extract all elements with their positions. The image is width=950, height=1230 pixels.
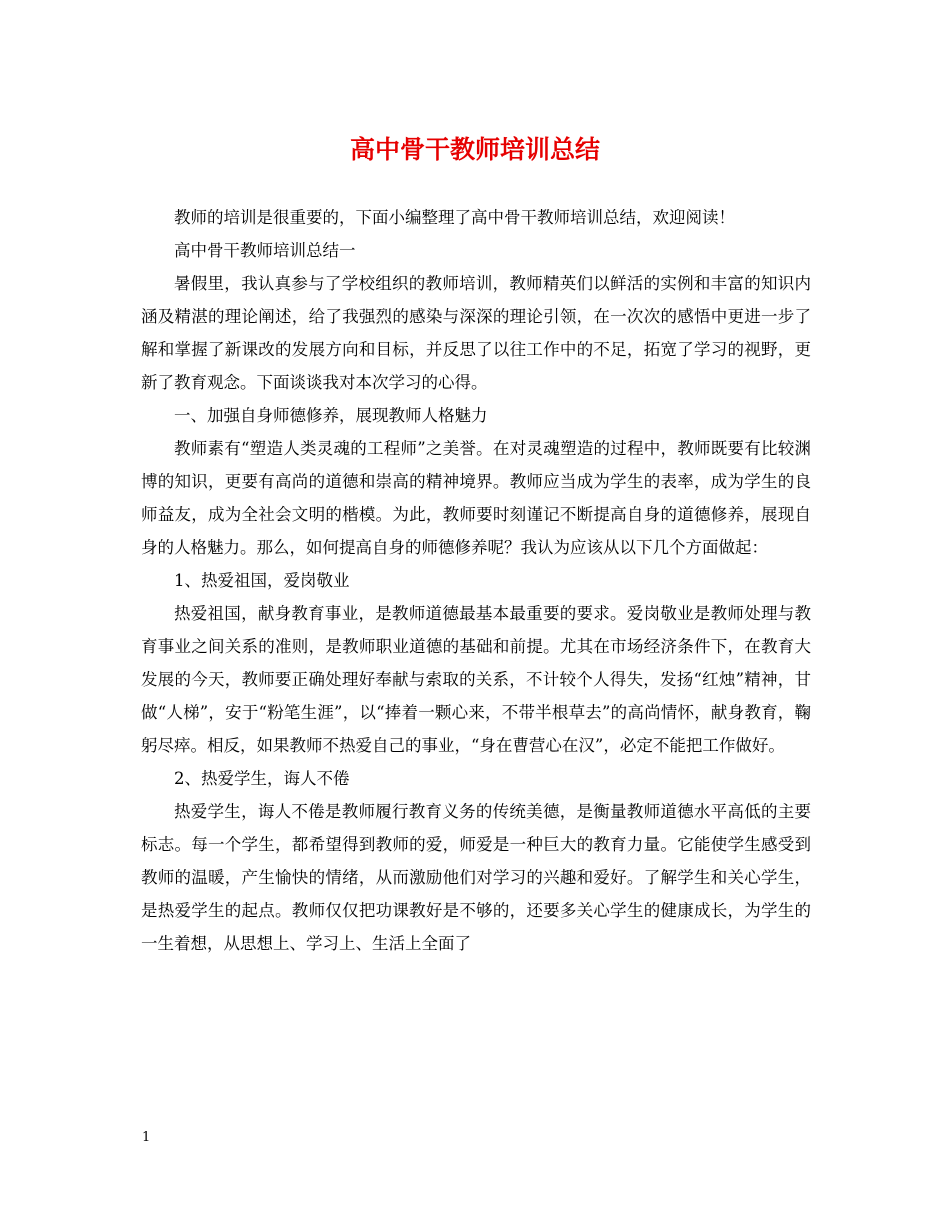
document-body	[141, 201, 811, 960]
paragraph-summer-training: 暑假里，我认真参与了学校组织的教师培训，教师精英们以鲜活的实例和丰富的知识内涵及精湛的理论阐述，给了我强烈的感染与深深的理论引领，在一次次的感悟中更进一步了解和掌握了新课改的发展方向和目标，并反思了以往工作中的不足，拓宽了学习的视野，更新了教育观念。下面谈谈我对本次学习的心得。	[141, 274, 811, 392]
paragraph-love-country: 热爱祖国，献身教育事业，是教师道德最基本最重要的要求。爱岗敬业是教师处理与教育事业之间关系的准则，是教师职业道德的基础和前提。尤其在市场经济条件下，在教育大发展的今天，教师要正确处理好奉献与索取的关系，不计较个人得失，发扬“红烛”精神，甘做“人梯”，安于“粉笔生涯”，以“捧着一颗心来，不带半根草去”的高尚情怀，献身教育，鞠躬尽瘁。相反，如果教师不热爱自己的事业，“身在曹营心在汉”，必定不能把工作做好。	[141, 604, 811, 755]
section-heading-ethics: 一、加强自身师德修养，展现教师人格魅力	[174, 406, 488, 425]
subheading-love-students: 2、热爱学生，诲人不倦	[174, 769, 350, 788]
section-heading-summary-one: 高中骨干教师培训总结一	[174, 241, 356, 260]
paragraph-love-students: 热爱学生，诲人不倦是教师履行教育义务的传统美德，是衡量教师道德水平高低的主要标志。每一个学生，都希望得到教师的爱，师爱是一种巨大的教育力量。它能使学生感受到教师的温暖，产生愉快的情绪，从而激励他们对学习的兴趣和爱好。了解学生和关心学生，是热爱学生的起点。教师仅仅把功课教好是不够的，还要多关心学生的健康成长，为学生的一生着想，从思想上、学习上、生活上全面了	[141, 802, 811, 953]
paragraph-ethics: 教师素有“塑造人类灵魂的工程师”之美誉。在对灵魂塑造的过程中，教师既要有比较渊博的知识，更要有高尚的道德和崇高的精神境界。教师应当成为学生的表率，成为学生的良师益友，成为全社会文明的楷模。为此，教师要时刻谨记不断提高自身的道德修养，展现自身的人格魅力。那么，如何提高自身的师德修养呢？我认为应该从以下几个方面做起：	[141, 439, 811, 557]
subheading-love-country: 1、热爱祖国，爱岗敬业	[174, 571, 350, 590]
page-number: 1	[142, 1130, 151, 1145]
paragraph-intro: 教师的培训是很重要的，下面小编整理了高中骨干教师培训总结，欢迎阅读！	[174, 208, 735, 227]
document-title: 高中骨干教师培训总结	[349, 135, 600, 164]
